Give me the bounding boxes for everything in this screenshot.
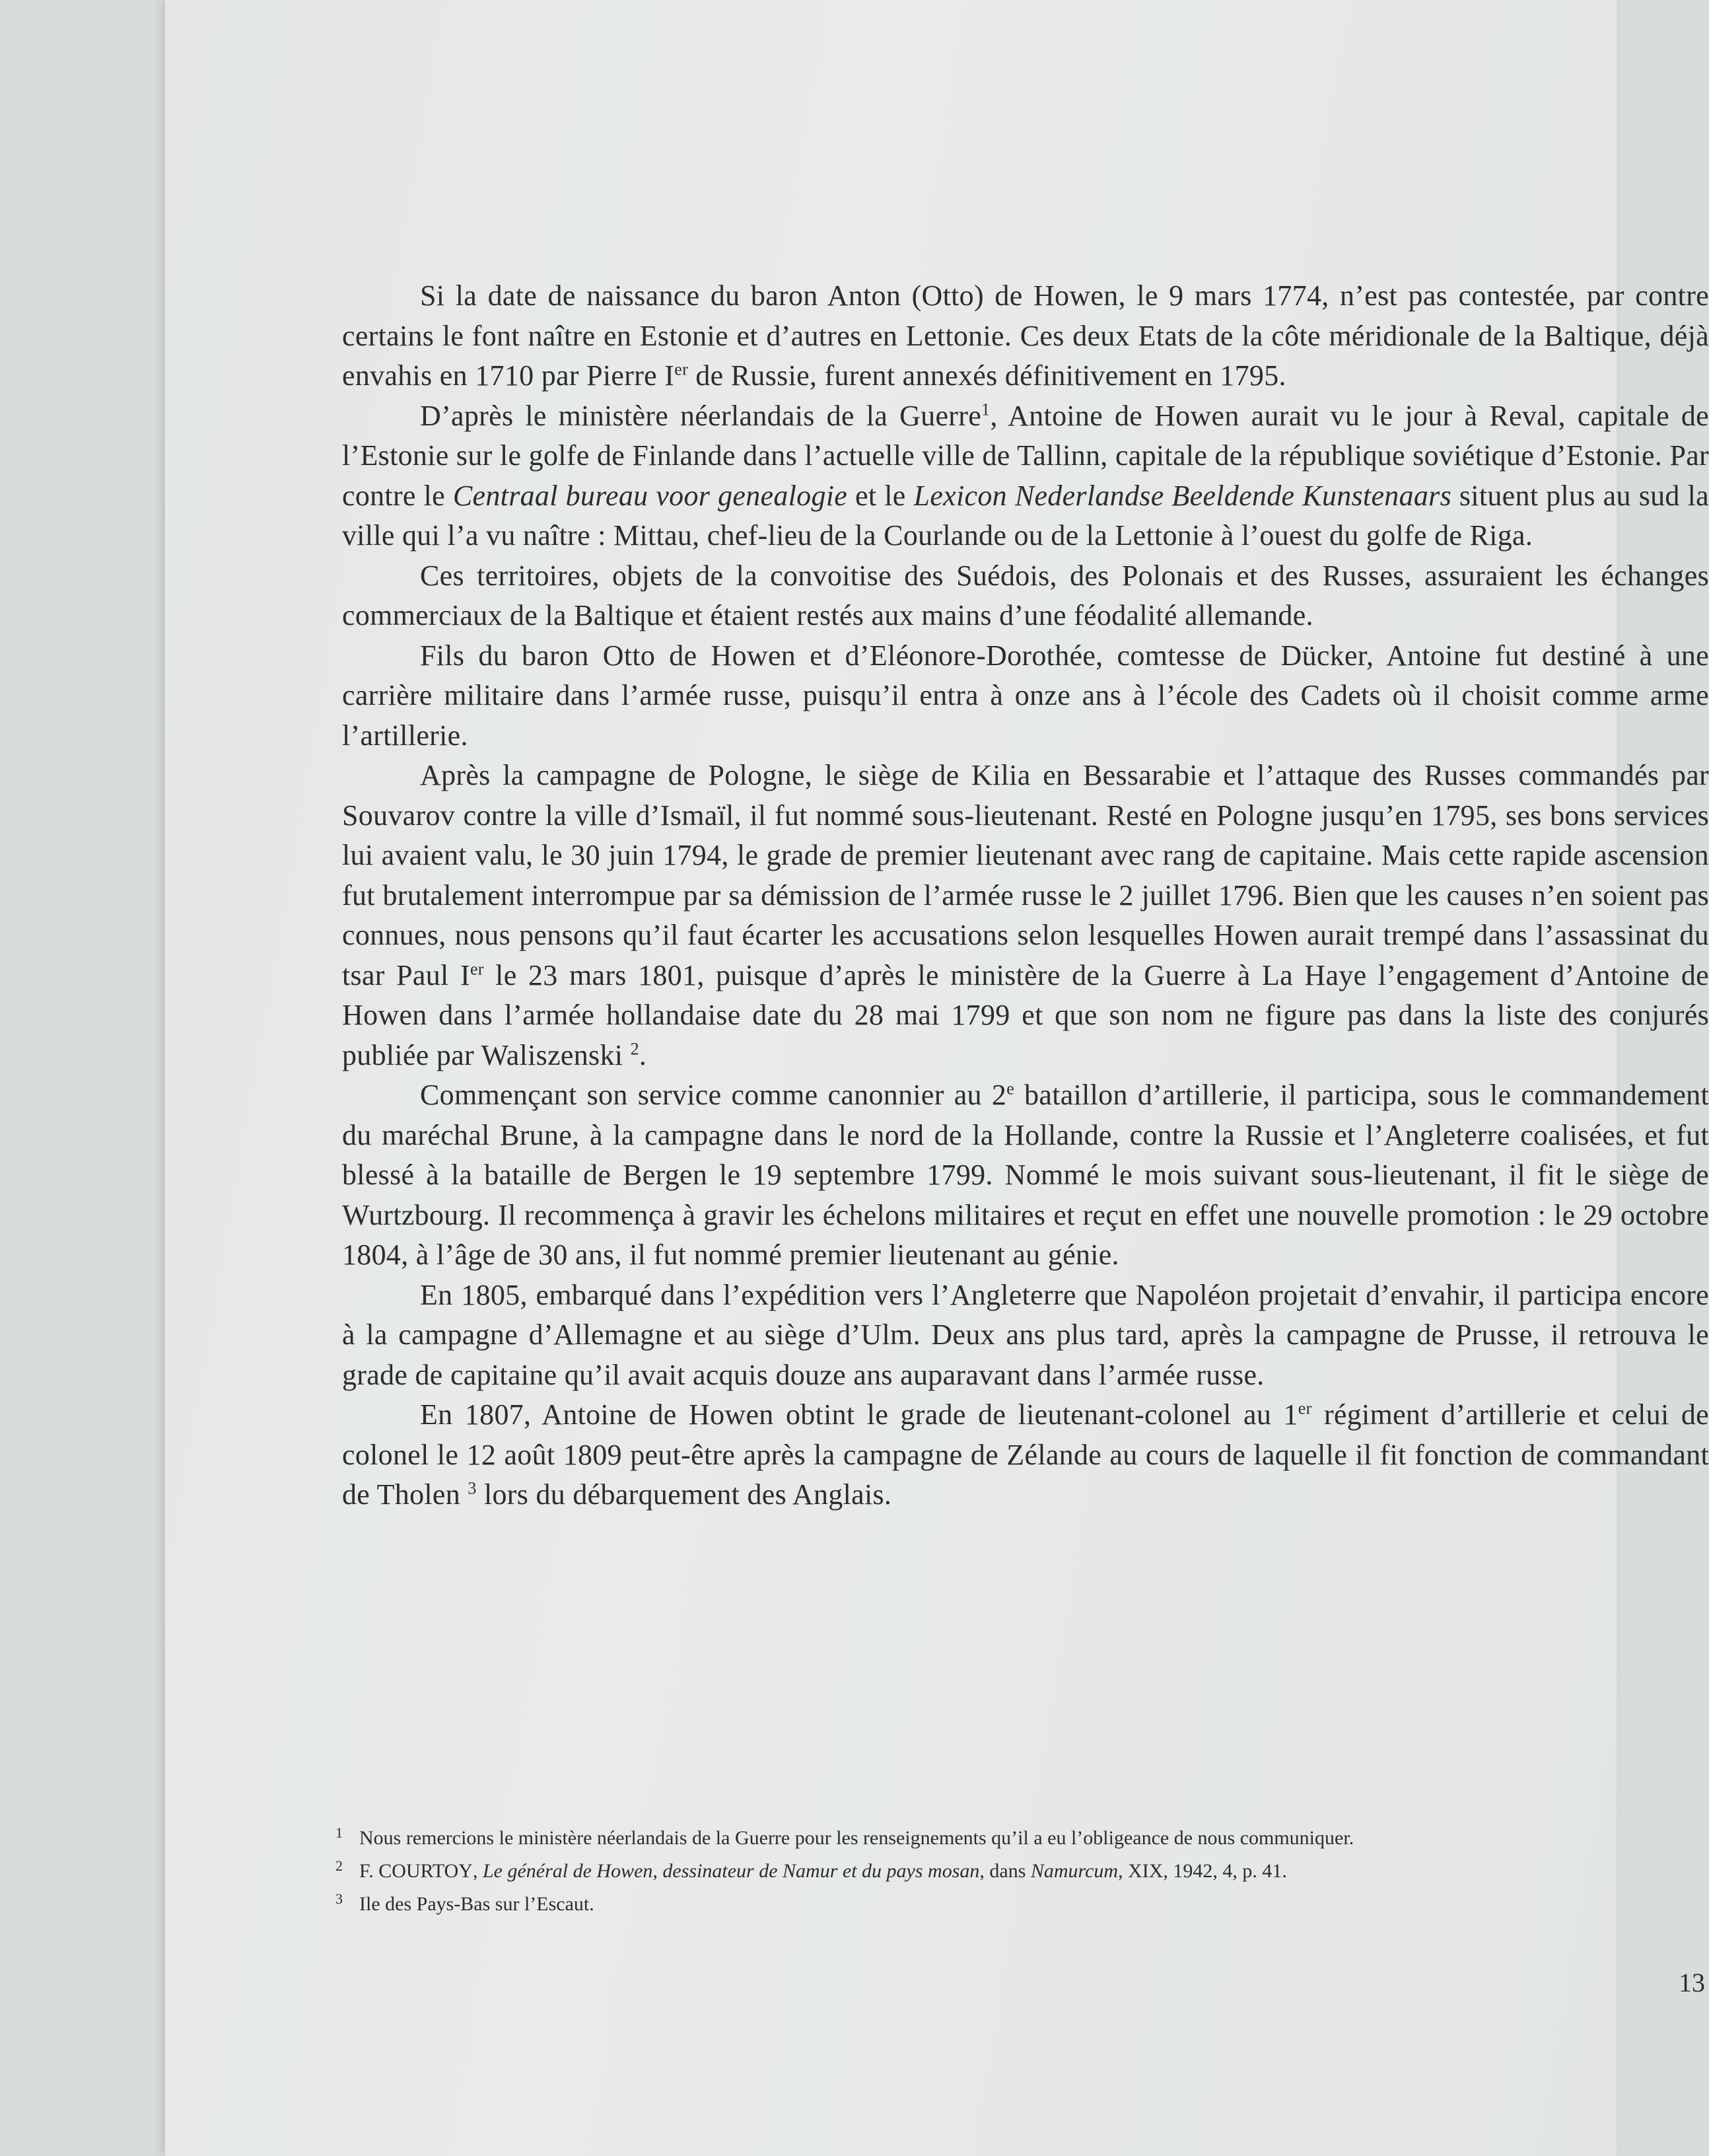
body-text: [342, 276, 1709, 1515]
superscript: 3: [468, 1478, 477, 1498]
text-run: Ces territoires, objets de la convoitise des Suédois, des Polonais et des Russes, assuraient les échanges commerciaux de la Baltique et étaient restés aux mains d’une féodalité allemande.: [342, 559, 1709, 631]
paragraph: [342, 276, 1709, 396]
text-run: bataillon d’artillerie, il participa, sous le commandement du maréchal Brune, à la campagne dans le nord de la Hollande, contre la Russie et l’Angleterre coalisées, et fut blessé à la bataille de Bergen le 19 septembre 1799. Nommé le mois suivant sous-lieutenant, il fit le siège de Wurtzbourg. Il recommença à gravir les échelons militaires et reçut en effet une nouvelle promotion : le 29 octobre 1804, à l’âge de 30 ans, il fut nommé premier lieutenant au génie.: [342, 1079, 1709, 1271]
text-run: Après la campagne de Pologne, le siège de Kilia en Bessarabie et l’attaque des Russes commandés par Souvarov contre la ville d’Ismaïl, il fut nommé sous-lieutenant. Resté en Pologne jusqu’en 1795, ses bons services lui avaient valu, le 30 juin 1794, le grade de premier lieutenant avec rang de capitaine. Mais cette rapide ascension fut brutalement interrompue par sa démission de l’armée russe le 2 juillet 1796. Bien que les causes n’en soient pas connues, nous pensons qu’il faut écarter les accusations selon lesquelles Howen aurait trempé dans l’assassinat du tsar Paul I: [342, 759, 1709, 991]
text-run: F. COURTOY: [359, 1860, 473, 1882]
paragraph: [342, 1395, 1709, 1515]
paragraph: [342, 756, 1709, 1075]
text-run: , XIX, 1942, 4, p. 41.: [1118, 1860, 1287, 1882]
text-run: Fils du baron Otto de Howen et d’Eléonore-Dorothée, comtesse de Dücker, Antoine fut destiné à une carrière militaire dans l’armée russe, puisqu’il entra à onze ans à l’école des Cadets où il choisit comme arme l’artillerie.: [342, 639, 1709, 752]
superscript: 2: [630, 1038, 639, 1058]
footnote-text: [359, 1855, 1287, 1888]
superscript: 1: [981, 399, 991, 419]
footnote: [335, 1888, 1709, 1921]
paragraph: [342, 1276, 1709, 1396]
text-run: Commençant son service comme canonnier au 2: [420, 1079, 1007, 1111]
footnotes: [335, 1822, 1709, 1921]
text-run: situent plus au sud la ville qui l’a vu naître : Mittau, chef-lieu de la Courlande ou de la Lettonie à l’ouest du golfe de Riga.: [342, 479, 1709, 552]
text-run: le 23 mars 1801, puisque d’après le ministère de la Guerre à La Haye l’engagement d’Antoine de Howen dans l’armée hollandaise date du 28 mai 1799 et que son nom ne figure pas dans la liste des conjurés publiée par Waliszenski: [342, 958, 1709, 1071]
text-run: Si la date de naissance du baron Anton (Otto) de Howen, le 9 mars 1774, n’est pas contestée, par contre certains le font naître en Estonie et d’autres en Lettonie. Ces deux Etats de la côte méridionale de la Baltique, déjà envahis en 1710 par Pierre I: [342, 279, 1709, 392]
text-run: de Russie, furent annexés définitivement en 1795.: [688, 359, 1286, 392]
text-run: régiment d’artillerie et celui de colonel le 12 août 1809 peut-être après la campagne de Zélande au cours de laquelle il fit fonction de commandant de Tholen: [342, 1398, 1709, 1511]
footnote-text: [359, 1888, 594, 1921]
superscript: er: [470, 958, 484, 978]
italic-text: Centraal bureau voor genealogie: [452, 479, 848, 512]
text-run: ,: [472, 1860, 483, 1882]
text-run: D’après le ministère néerlandais de la Guerre: [420, 399, 982, 432]
italic-text: Namurcum: [1030, 1860, 1119, 1882]
text-run: et le: [847, 479, 914, 512]
superscript: e: [1006, 1079, 1015, 1098]
superscript: er: [1298, 1398, 1312, 1418]
text-run: En 1807, Antoine de Howen obtint le grade de lieutenant-colonel au 1: [420, 1398, 1298, 1431]
italic-text: Le général de Howen, dessinateur de Namur et du pays mosan: [482, 1860, 980, 1882]
paragraph: [342, 1075, 1709, 1276]
text-run: Nous remercions le ministère néerlandais de la Guerre pour les renseignements qu’il a eu l’obligeance de nous communiquer.: [359, 1827, 1354, 1849]
text-run: lors du débarquement des Anglais.: [476, 1478, 892, 1511]
paragraph: [342, 636, 1709, 756]
paragraph: [342, 556, 1709, 636]
book-page: [165, 0, 1709, 2156]
footnote-mark: 1: [335, 1824, 343, 1841]
footnote-mark: 2: [335, 1857, 343, 1874]
footnote-text: [359, 1822, 1354, 1855]
text-run: Ile des Pays-Bas sur l’Escaut.: [359, 1893, 594, 1915]
text-run: En 1805, embarqué dans l’expédition vers l’Angleterre que Napoléon projetait d’envahir, il participa encore à la campagne d’Allemagne et au siège d’Ulm. Deux ans plus tard, après la campagne de Prusse, il retrouva le grade de capitaine qu’il avait acquis douze ans auparavant dans l’armée russe.: [342, 1278, 1709, 1391]
paragraph: [342, 396, 1709, 556]
footnote: [335, 1855, 1709, 1888]
footnote: [335, 1822, 1709, 1855]
text-run: .: [639, 1038, 647, 1071]
italic-text: Lexicon Nederlandse Beeldende Kunstenaars: [913, 479, 1452, 512]
text-run: , dans: [979, 1860, 1031, 1882]
superscript: er: [674, 359, 689, 379]
footnote-mark: 3: [335, 1890, 343, 1907]
text-run: , Antoine de Howen aurait vu le jour à Reval, capitale de l’Estonie sur le golfe de Finlande dans l’actuelle ville de Tallinn, capitale de la république soviétique d’Estonie. Par contre le: [342, 399, 1709, 512]
page-number: 13: [1679, 1968, 1705, 1997]
